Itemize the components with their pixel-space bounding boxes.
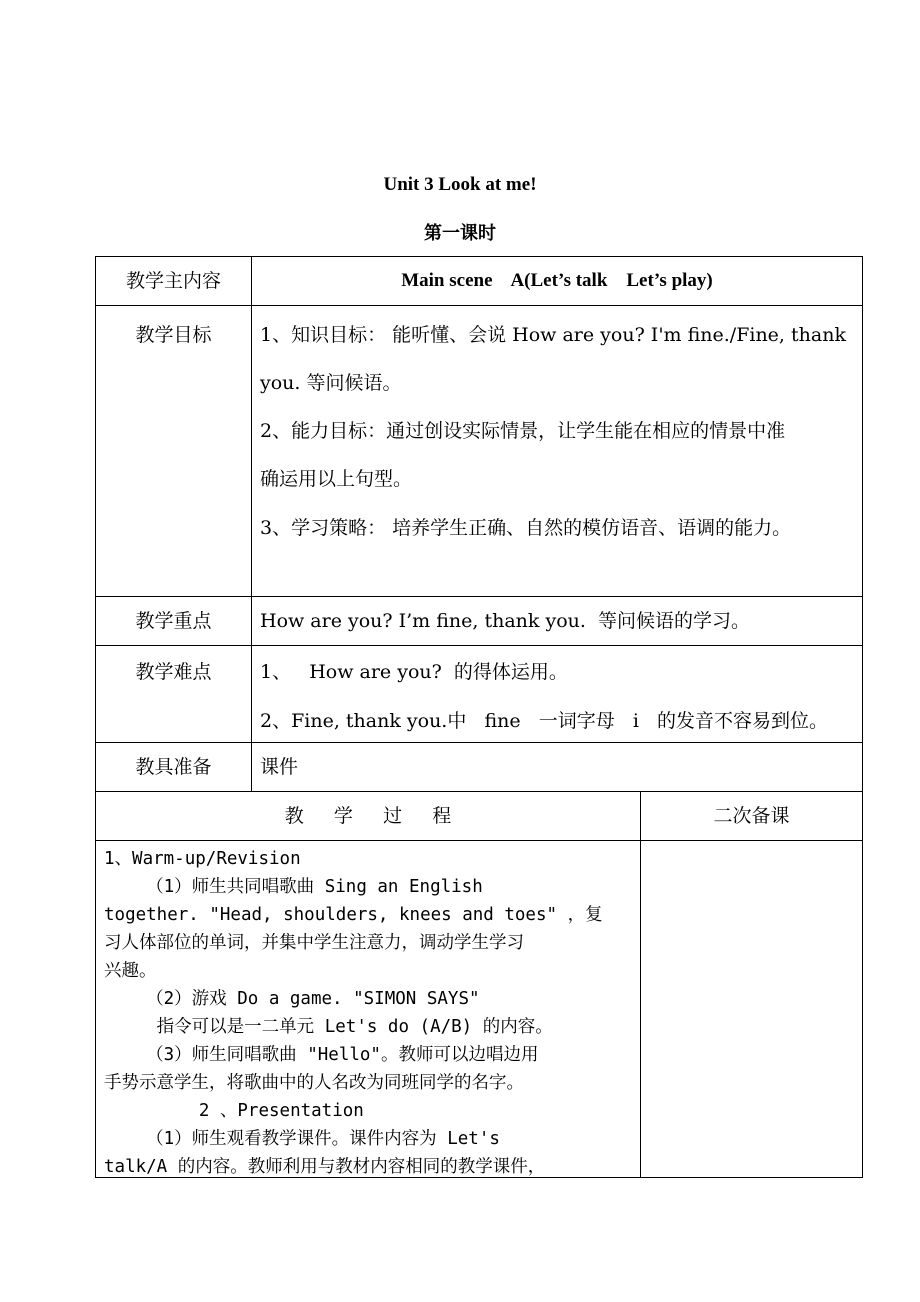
difficulty-label: 教学难点 (135, 661, 212, 683)
tools-value-cell (251, 742, 863, 792)
process-line: talk/A 的内容。教师利用与教材内容相同的教学课件， (104, 1157, 546, 1177)
content-label-cell (95, 256, 252, 306)
process-line: （2）游戏 Do a game. "SIMON SAYS" (104, 989, 480, 1009)
goals-label: 教学目标 (135, 324, 212, 346)
key-value-cell (251, 596, 863, 646)
process-line: （1）师生共同唱歌曲 Sing an English (104, 877, 483, 897)
key-label: 教学重点 (135, 610, 212, 632)
process-header: 教 学 过 程 (284, 805, 452, 827)
process-header-cell (95, 791, 641, 841)
tools-value: 课件 (260, 756, 299, 778)
process-line: 1、Warm-up/Revision (104, 849, 301, 869)
process-line: together. "Head, shoulders, knees and toes" ，复 (104, 905, 603, 925)
process-line: 兴趣。 (104, 961, 157, 981)
second-prep-header: 二次备课 (713, 805, 790, 827)
key-value: How are you? I’m fine, thank you. 等问候语的学习。 (260, 610, 750, 632)
difficulty-label-cell (95, 645, 252, 743)
goals-line: 3、学习策略： 培养学生正确、自然的模仿语音、语调的能力。 (260, 517, 792, 539)
key-label-cell (95, 596, 252, 646)
difficulty-value-cell (251, 645, 863, 743)
difficulty-line: 1、 How are you? 的得体运用。 (260, 661, 568, 683)
tools-label: 教具准备 (135, 756, 212, 778)
second-prep-body-cell (640, 840, 863, 1178)
process-line: 手势示意学生，将歌曲中的人名改为同班同学的名字。 (104, 1073, 524, 1093)
document-title: Unit 3 Look at me! (383, 174, 537, 195)
content-value-cell (251, 256, 863, 306)
process-line: （1）师生观看教学课件。课件内容为 Let's (104, 1129, 500, 1149)
lesson-subtitle: 第一课时 (424, 223, 496, 244)
process-body-cell (95, 840, 641, 1178)
difficulty-line: 2、Fine, thank you.中 fine 一词字母 i 的发音不容易到位。 (260, 710, 829, 732)
process-line: （3）师生同唱歌曲 "Hello"。教师可以边唱边用 (104, 1045, 539, 1065)
goals-line: 1、知识目标： 能听懂、会说 How are you? I'm fine./Fine, thank (260, 324, 846, 346)
goals-label-cell (95, 305, 252, 597)
content-value: Main scene A(Let’s talk Let’s play) (401, 270, 713, 291)
second-prep-header-cell (640, 791, 863, 841)
goals-value-cell (251, 305, 863, 597)
goals-line: 确运用以上句型。 (260, 468, 413, 490)
process-line: 指令可以是一二单元 Let's do (A/B) 的内容。 (104, 1017, 553, 1037)
content-label: 教学主内容 (125, 270, 221, 292)
process-line: 2 、Presentation (104, 1101, 364, 1121)
goals-line: you. 等问候语。 (260, 372, 402, 394)
goals-line: 2、能力目标：通过创设实际情景，让学生能在相应的情景中准 (260, 420, 786, 442)
process-line: 习人体部位的单词，并集中学生注意力，调动学生学习 (104, 933, 524, 953)
tools-label-cell (95, 742, 252, 792)
